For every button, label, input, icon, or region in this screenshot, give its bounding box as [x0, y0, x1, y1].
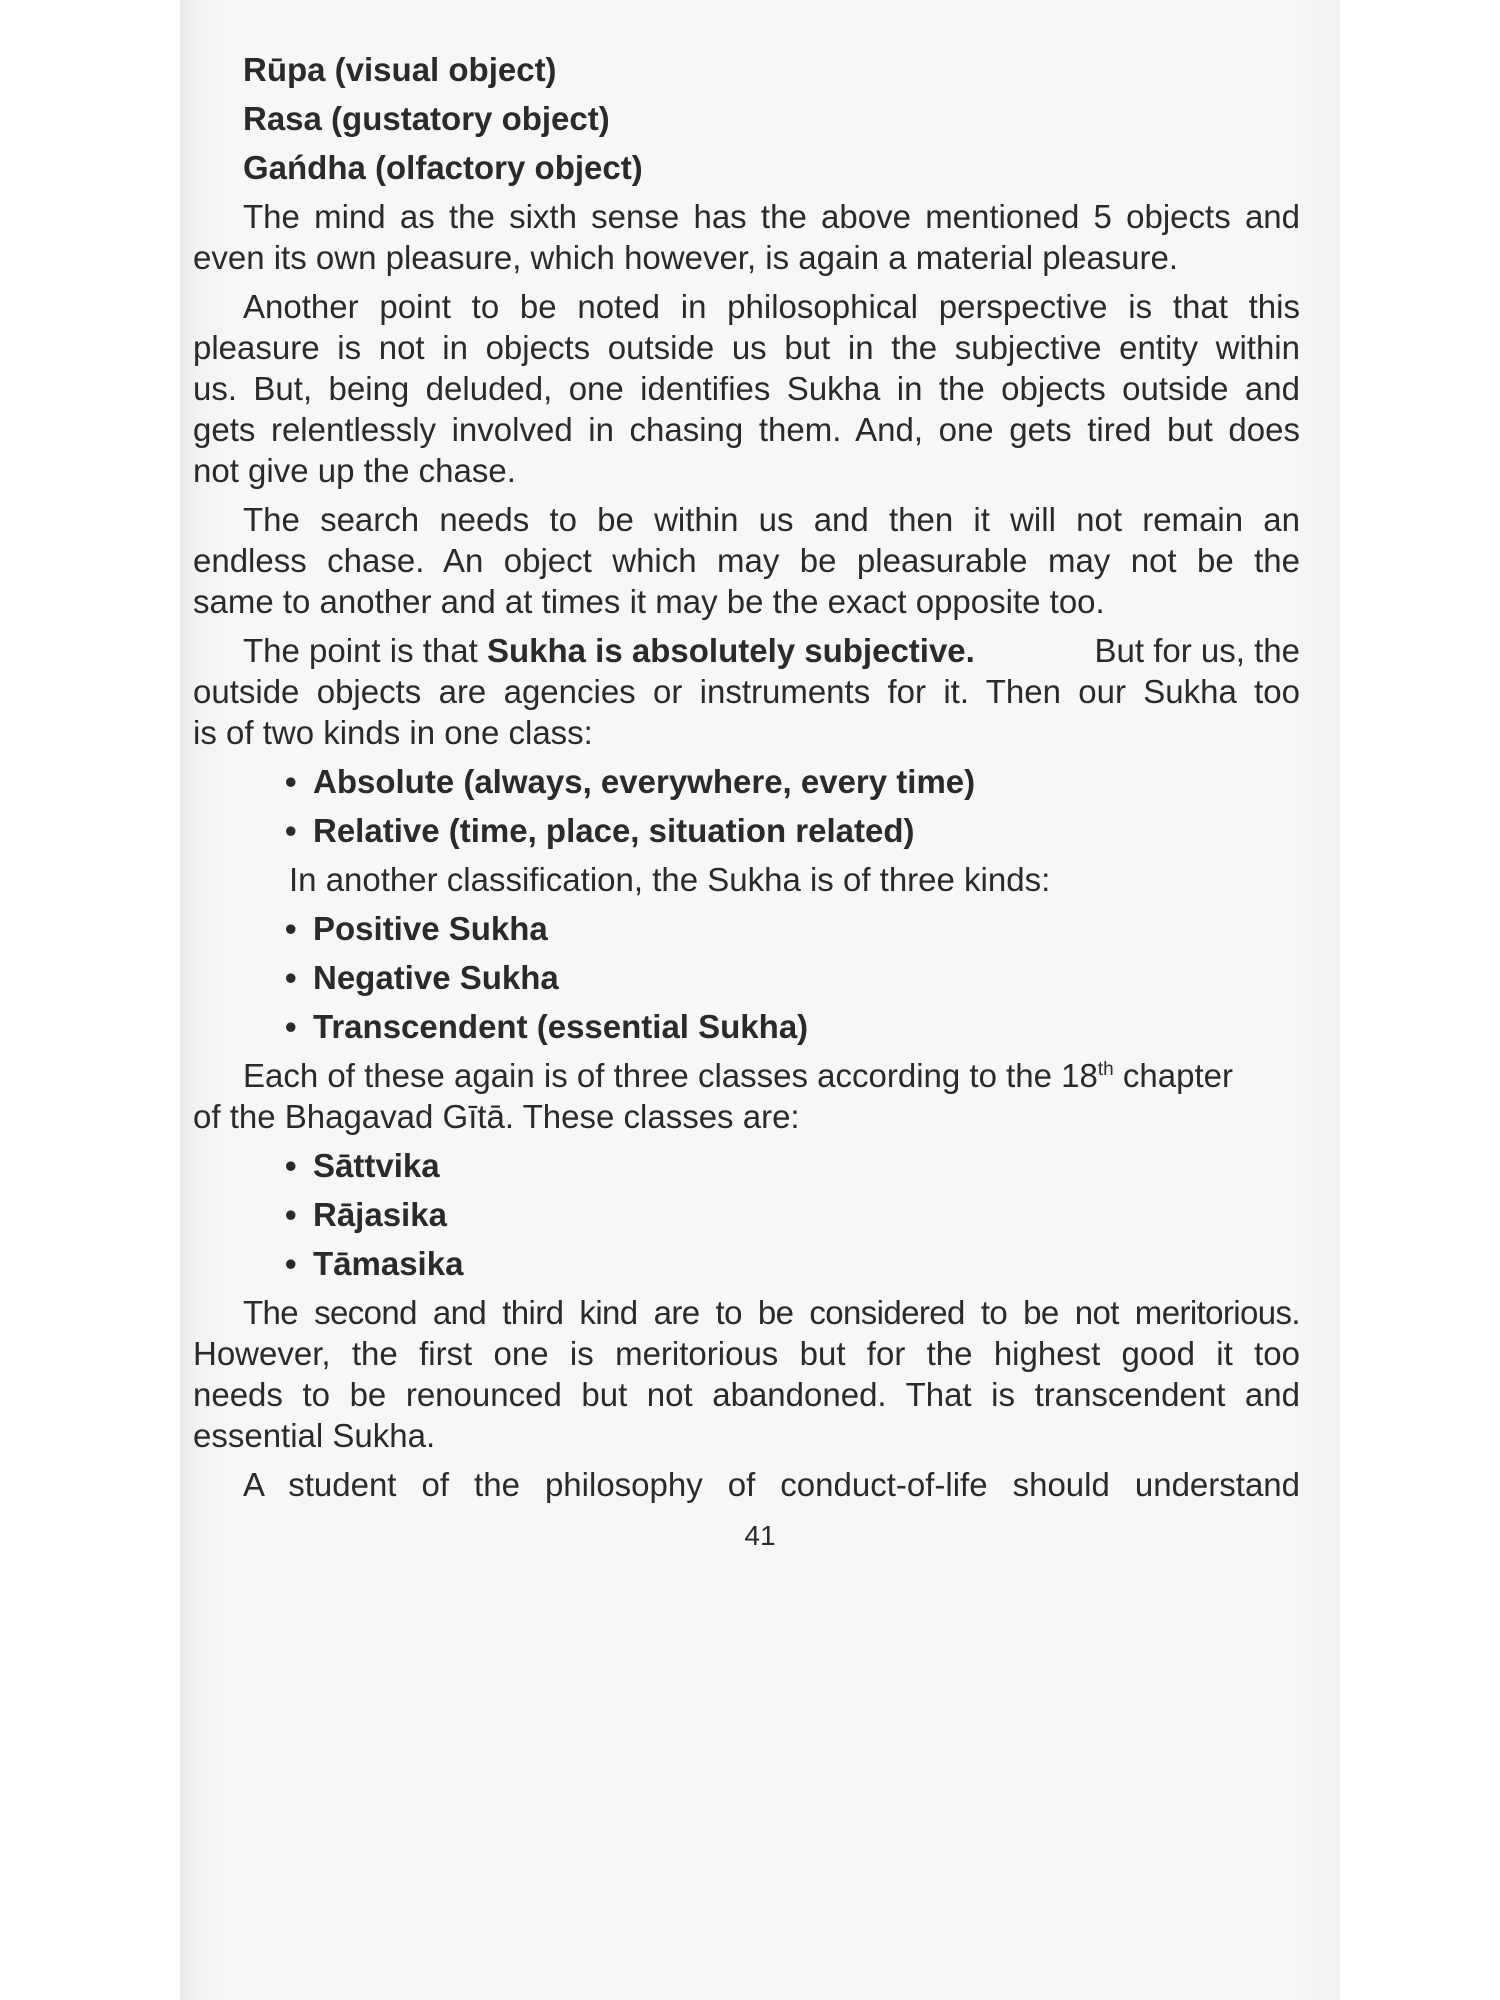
- bullet-transcendent-label: Transcendent (essential Sukha): [313, 1008, 809, 1045]
- bullet-icon: •: [285, 1008, 297, 1045]
- bullet-rajasika-label: Rājasika: [313, 1196, 447, 1233]
- para2-line5: not give up the chase.: [193, 452, 516, 489]
- bullet-icon: •: [285, 812, 297, 849]
- bullet-icon: •: [285, 910, 297, 947]
- bullet-sattvika: [285, 1146, 440, 1186]
- bullet-icon: •: [285, 1147, 297, 1184]
- para5-line1: [243, 1056, 1233, 1096]
- bullet-relative-label: Relative (time, place, situation related): [313, 812, 915, 849]
- bullet-icon: •: [285, 763, 297, 800]
- para7-line1: A student of the philosophy of conduct-of-life should understand: [243, 1466, 1300, 1503]
- para2-line3: us. But, being deluded, one identifies Sukha in the objects outside and: [193, 370, 1300, 407]
- para5-line2: of the Bhagavad Gītā. These classes are:: [193, 1098, 800, 1135]
- para6-line2: However, the first one is meritorious but for the highest good it too: [193, 1335, 1300, 1372]
- para4-line1: [243, 631, 1300, 671]
- para4-line2: outside objects are agencies or instruments for it. Then our Sukha too: [193, 673, 1300, 710]
- bullet-absolute: [285, 762, 975, 802]
- bullet-tamasika-label: Tāmasika: [313, 1245, 464, 1282]
- para6-line3: needs to be renounced but not abandoned. That is transcendent and: [193, 1376, 1300, 1413]
- classification-line: In another classification, the Sukha is of three kinds:: [289, 861, 1051, 898]
- para4-text-a: The point is that: [243, 632, 487, 669]
- heading-rupa: Rūpa (visual object): [243, 51, 557, 88]
- para3-line3: same to another and at times it may be the exact opposite too.: [193, 583, 1105, 620]
- bullet-icon: •: [285, 1196, 297, 1233]
- para4-line3: is of two kinds in one class:: [193, 714, 593, 751]
- bullet-absolute-label: Absolute (always, everywhere, every time): [313, 763, 976, 800]
- bullet-icon: •: [285, 959, 297, 996]
- para5-text-b: chapter: [1113, 1057, 1233, 1094]
- bullet-tamasika: [285, 1244, 463, 1284]
- para1-line1: The mind as the sixth sense has the above mentioned 5 objects and: [243, 198, 1300, 235]
- para6-line1: The second and third kind are to be considered to be not meritorious.: [243, 1294, 1300, 1331]
- bullet-icon: •: [285, 1245, 297, 1282]
- bullet-negative: [285, 958, 559, 998]
- page-number: 41: [744, 1520, 776, 1551]
- para3-line2: endless chase. An object which may be pleasurable may not be the: [193, 542, 1300, 579]
- bullet-transcendent: [285, 1007, 808, 1047]
- bullet-relative: [285, 811, 915, 851]
- para1-line2: even its own pleasure, which however, is again a material pleasure.: [193, 239, 1179, 276]
- bullet-sattvika-label: Sāttvika: [313, 1147, 440, 1184]
- bullet-negative-label: Negative Sukha: [313, 959, 559, 996]
- para5-text-a: Each of these again is of three classes according to the 18: [243, 1057, 1098, 1094]
- para6-line4: essential Sukha.: [193, 1417, 436, 1454]
- heading-rasa: Rasa (gustatory object): [243, 100, 610, 137]
- para2-line1: Another point to be noted in philosophical perspective is that this: [243, 288, 1300, 325]
- para4-bold-phrase: Sukha is absolutely subjective.: [486, 632, 975, 669]
- para4-text-b: But for us, the: [1085, 632, 1300, 669]
- bullet-rajasika: [285, 1195, 447, 1235]
- para5-superscript: th: [1097, 1059, 1114, 1080]
- book-page: [180, 0, 1340, 2000]
- para3-line1: The search needs to be within us and then it will not remain an: [243, 501, 1300, 538]
- para2-line2: pleasure is not in objects outside us but in the subjective entity within: [193, 329, 1300, 366]
- heading-gandha: Gańdha (olfactory object): [243, 149, 643, 186]
- bullet-positive-label: Positive Sukha: [313, 910, 548, 947]
- bullet-positive: [285, 909, 548, 949]
- para2-line4: gets relentlessly involved in chasing them. And, one gets tired but does: [193, 411, 1300, 448]
